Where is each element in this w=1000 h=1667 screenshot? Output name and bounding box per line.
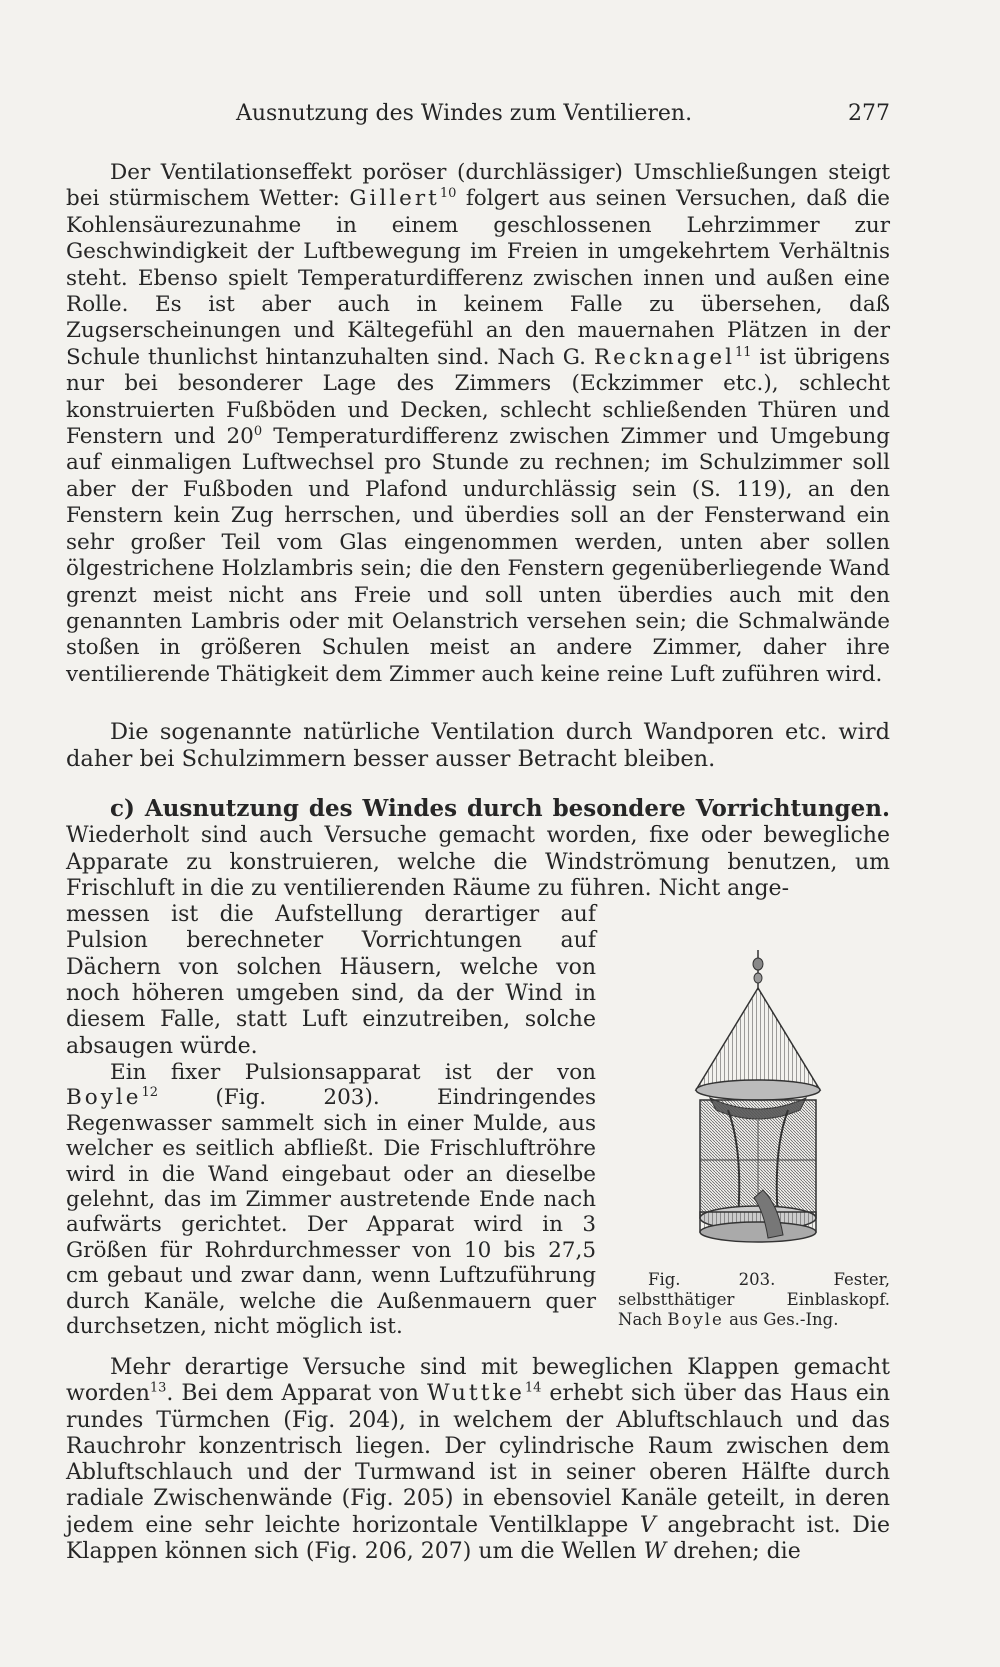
section-heading: c) Ausnutzung des Windes durch besondere Vorrichtungen. [110, 795, 890, 822]
text: drehen; die [666, 1539, 801, 1565]
footnote-ref: 10 [439, 186, 457, 202]
footnote-ref: 11 [734, 344, 752, 360]
paragraph-boyle [66, 1060, 596, 1339]
symbol-v: V [639, 1512, 656, 1538]
text: erhebt sich über das Haus ein rundes Türmchen (Fig. 204), in welchem der Abluftschlauch und das Rauchrohr konzentrisch liegen. Der cylindrische Raum zwischen dem Abluftschlauch und der Turmwand ist in seiner oberen Hälfte durch radiale Zwischenwände (Fig. 205) in ebensoviel Kanäle geteilt, in deren jedem eine sehr leichte horizontale Ventilklappe [66, 1381, 891, 1538]
caption-author: Boyle [667, 1310, 724, 1329]
author-recknagel: Recknagel [593, 344, 735, 370]
text: Wiederholt sind auch Versuche gemacht worden, fixe oder bewegliche Apparate zu konstruieren, welche die Windströmung benutzen, um Frischluft in die zu ventilierenden Räume zu führen. Nicht ange- [66, 823, 890, 901]
page-number: 277 [848, 101, 890, 126]
text: aus Ges.-Ing. [723, 1310, 839, 1329]
text-beside-figure: messen ist die Aufstellung derartiger auf Pulsion berechneter Vorrichtungen auf Dächern von solchen Häusern, welche von noch höheren umgeben sind, da der Wind in diesem Falle, statt Luft einzutreiben, solche absaugen würde. [66, 902, 596, 1059]
text: (Fig. 203). Eindringendes Regenwasser sammelt sich in einer Mulde, aus welcher es seitlich abfließt. Die Frischluftröhre wird in die Wand eingebaut oder an dieselbe gelehnt, das im Zimmer austretende Ende nach aufwärts gerichtet. Der Apparat wird in 3 Größen für Rohrdurchmesser von 10 bis 27,5 cm gebaut und zwar dann, wenn Luftzuführung durch Kanäle, welche die Außenmauern quer durchsetzen, nicht möglich ist. [66, 1085, 596, 1340]
air-intake-head-drawing [688, 950, 828, 1255]
text: Ein fixer Pulsionsapparat ist der von [110, 1060, 596, 1085]
author-wuttke: Wuttke [426, 1381, 525, 1407]
text: Fig. 203. Fester, selbstthätiger Einblaskopf. Nach [618, 1270, 890, 1329]
running-header [66, 101, 890, 133]
text: ist übrigens nur bei besonderer Lage des Zimmers (Eckzimmer etc.), schlecht konstruierten Fußböden und Decken, schlecht schließenden Thüren und Fenstern und 20 [66, 344, 890, 450]
paragraph-porous-walls [66, 160, 890, 688]
running-title: Ausnutzung des Windes zum Ventilieren. [236, 101, 693, 126]
footnote-ref: 13 [149, 1380, 167, 1396]
author-gillert: Gillert [349, 186, 440, 212]
text: angebracht ist. Die Klappen können sich (Fig. 206, 207) um die Wellen [66, 1512, 890, 1565]
figure-203-caption [618, 1270, 890, 1330]
text: Die sogenannte natürliche Ventilation durch Wandporen etc. wird daher bei Schulzimmern besser ausser Betracht bleiben. [66, 719, 890, 772]
text: folgert aus seinen Versuchen, daß die Kohlensäurezunahme in einem geschlossenen Lehrzimmer zur Geschwindigkeit der Luftbewegung im Freien in umgekehrtem Verhältnis steht. Ebenso spielt Temperaturdifferenz zwischen innen und außen eine Rolle. Es ist aber auch in keinem Falle zu übersehen, daß Zugserscheinungen und Kältegefühl an den mauernahen Plätzen in der Schule thunlichst hintanzuhalten sind. Nach G. [66, 186, 890, 370]
paragraph-wuttke [66, 1355, 890, 1565]
text: Temperaturdifferenz zwischen Zimmer und Umgebung auf einmaligen Luftwechsel pro Stunde zu rechnen; im Schulzimmer soll aber der Fußboden und Plafond undurchlässig sein (S. 119), an den Fenstern kein Zug herrschen, und überdies soll an der Fensterwand ein sehr großer Teil vom Glas eingenommen werden, unten aber sollen ölgestrichene Holzlambris sein; die den Fenstern gegenüberliegende Wand grenzt meist nicht ans Freie und soll unten überdies auch mit den genannten Lambris oder mit Oelanstrich versehen sein; die Schmalwände stoßen in größeren Schulen meist an andere Zimmer, daher ihre ventilierende Thätigkeit dem Zimmer auch keine reine Luft zuführen wird. [66, 424, 890, 687]
degree-sign: 0 [253, 423, 263, 439]
author-boyle: Boyle [66, 1085, 142, 1111]
text: . Bei dem Apparat von [166, 1381, 427, 1407]
footnote-ref: 12 [141, 1085, 159, 1101]
symbol-w: W [643, 1539, 667, 1565]
footnote-ref: 14 [524, 1380, 542, 1396]
text: Mehr derartige Versuche sind mit beweglichen Klappen gemacht worden [66, 1355, 890, 1407]
paragraph-natural-ventilation [66, 719, 890, 773]
text: Der Ventilationseffekt poröser (durchlässiger) Umschließungen steigt bei stürmischem Wetter: [66, 160, 890, 212]
figure-203-illustration [688, 950, 828, 1255]
